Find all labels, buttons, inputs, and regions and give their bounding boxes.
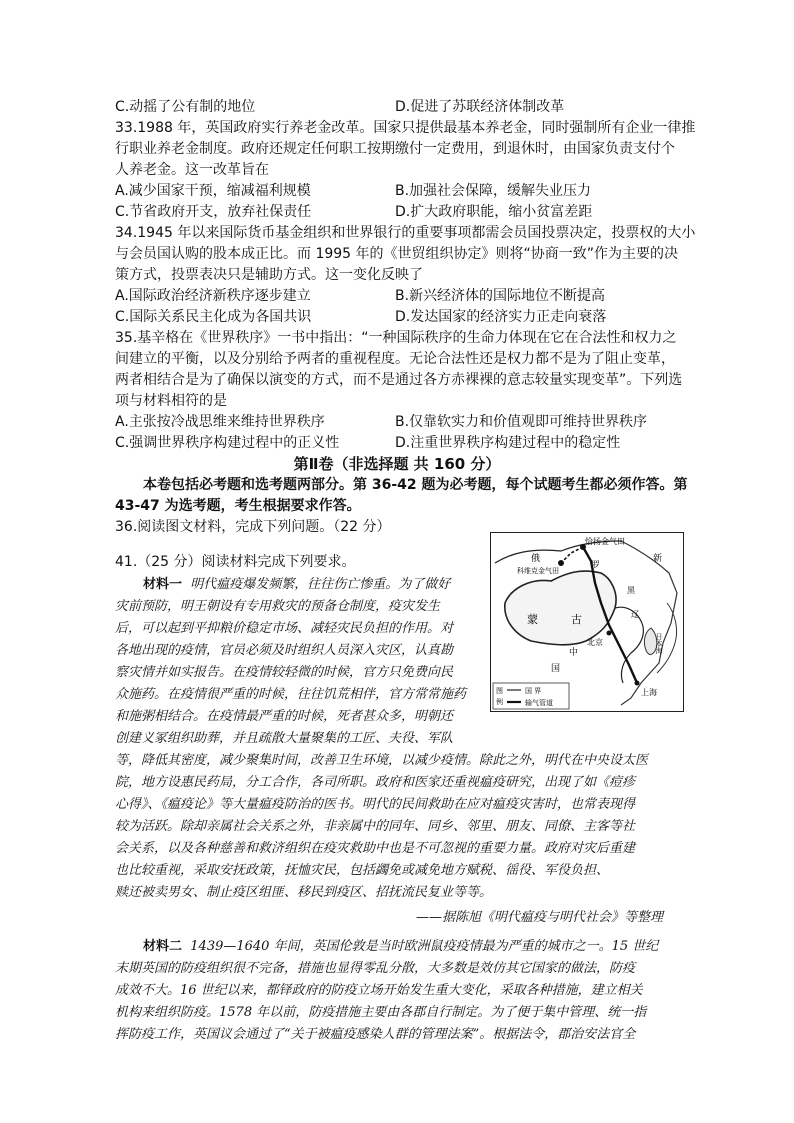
map-label-new: 新 xyxy=(653,554,663,564)
material1-line-8: 创建义冢组织助葬，并且疏散大量聚集的工匠、夫役、军队 xyxy=(115,731,454,746)
material1-line-7: 和施粥相结合。在疫情最严重的时候，死者甚众多，明朝还 xyxy=(115,709,454,724)
map-label-sea: 日本海 xyxy=(655,633,663,654)
q34-stem-3: 策方式，投票表决只是辅助方式。这一变化反映了 xyxy=(115,267,423,283)
map-label-mongolia-1: 蒙 xyxy=(527,613,538,626)
material1-line-2: 灾前预防，明王朝设有专用救灾的预备仓制度，疫灾发生 xyxy=(115,599,441,614)
section2-intro-1: 本卷包括必考题和选考题两部分。第 36-42 题为必考题，每个试题考生都必须作答。第 xyxy=(143,477,688,493)
material1-line-13: 会关系，以及各种慈善和救济组织在疫灾救助中也是不可忽视的重要力量。政府对灾后重建 xyxy=(115,841,636,856)
q33-stem-1: 33.1988 年，英国政府实行养老金改革。国家只提供最基本养老金，同时强制所有企业一律推 xyxy=(115,120,696,136)
shanghai-marker xyxy=(635,681,640,686)
q35-stem-2: 间建立的平衡，以及分别给予两者的重视程度。无论合法性还是权力都不是为了阻止变革， xyxy=(115,351,675,367)
gas-field-marker-kovykta xyxy=(558,560,564,566)
legend-title-1: 图 xyxy=(496,687,503,695)
legend-border-label: 国 界 xyxy=(525,687,542,695)
material2-label: 材料二 xyxy=(143,939,183,954)
map-label-heilongjiang: 黑 xyxy=(627,586,635,595)
legend-pipe-label: 输气管道 xyxy=(525,699,553,707)
legend-title-2: 例 xyxy=(496,698,503,706)
material2-line-4: 机构来组织防疫。1578 年以前，防疫措施主要由各郡自行制定。为了便于集中管理、统一指 xyxy=(115,1005,647,1020)
q32-option-d: D.促进了苏联经济体制改革 xyxy=(395,99,565,115)
map-label-top-field: 恰扬金气田 xyxy=(585,537,625,546)
q35-option-a: A.主张按冷战思维来维持世界秩序 xyxy=(115,414,325,430)
pipeline-map-figure xyxy=(490,532,684,712)
pipeline-map-svg xyxy=(491,533,683,711)
material1-line-10: 院，地方设惠民药局，分工合作，各司所职。政府和医家还重视瘟疫研究，出现了如《痘疹 xyxy=(115,775,636,790)
material1-line-11: 心得》、《瘟疫论》等大量瘟疫防治的医书。明代的民间救助在应对瘟疫灾害时，也常表现得 xyxy=(115,797,636,812)
q33-option-c: C.节省政府开支，放弃社保责任 xyxy=(115,204,312,220)
q41-stem: 41.（25 分）阅读材料完成下列要求。 xyxy=(115,554,356,570)
q36-stem: 36.阅读图文材料，完成下列问题。（22 分） xyxy=(115,519,391,535)
q34-stem-1: 34.1945 年以来国际货币基金组织和世界银行的重要事项都需会员国投票决定，投票权的大小 xyxy=(115,225,696,241)
map-label-shanghai: 上海 xyxy=(641,688,657,697)
material1-text-1: 明代瘟疫爆发频繁，往往伤亡惨重。为了做好 xyxy=(190,577,451,592)
map-label-china-2: 国 xyxy=(551,664,561,674)
coastline-east xyxy=(621,541,677,705)
q33-option-a: A.减少国家干预，缩减福利规模 xyxy=(115,183,311,199)
material2-line-2: 末期英国的防疫组织很不完备，措施也显得零乱分散，大多数是效仿其它国家的做法，防疫 xyxy=(115,961,636,976)
q35-option-c: C.强调世界秩序构建过程中的正义性 xyxy=(115,435,340,451)
q35-option-b: B.仅靠软实力和价值观即可维持世界秩序 xyxy=(395,414,648,430)
material2-text-1: 1439—1640 年间，英国伦敦是当时欧洲鼠疫疫情最为严重的城市之一。15 世纪 xyxy=(190,939,659,954)
q33-option-d: D.扩大政府职能，缩小贫富差距 xyxy=(395,204,593,220)
q35-option-d: D.注重世界秩序构建过程中的稳定性 xyxy=(395,435,621,451)
material1-line-5: 察灾情并如实报告。在疫情较轻微的时候，官方只免费向民 xyxy=(115,665,454,680)
material1-line-3: 后，可以起到平抑粮价稳定市场、减轻灾民负担的作用。对 xyxy=(115,621,454,636)
mongolia-border xyxy=(505,571,616,645)
q33-stem-3: 人养老金。这一改革旨在 xyxy=(115,162,269,178)
material1-line-14: 也比较重视，采取安抚政策，抚恤灾民，包括蠲免或减免地方赋税、徭役、军役负担、 xyxy=(115,863,610,878)
material1-line-1 xyxy=(143,574,450,595)
map-label-beijing: 北京 xyxy=(587,638,603,647)
material1-line-15: 赎还被卖男女、制止疫区组匪、移民到疫区、招抚流民复业等等。 xyxy=(115,885,493,900)
map-label-russia-2: 罗 xyxy=(591,561,601,571)
map-label-china-1: 中 xyxy=(569,648,579,658)
q34-option-c: C.国际关系民主化成为各国共识 xyxy=(115,309,312,325)
material1-line-4: 各地出现的疫情，官员必须及时组织人员深入灾区，认真勘 xyxy=(115,643,454,658)
beijing-marker xyxy=(607,631,612,636)
map-label-russia-1: 俄 xyxy=(531,554,541,564)
material2-line-3: 成效不大。16 世纪以来，都铎政府的防疫立场开始发生重大变化，采取各种措施，建立相关 xyxy=(115,983,643,998)
q34-option-a: A.国际政治经济新秩序逐步建立 xyxy=(115,288,311,304)
q34-option-d: D.发达国家的经济实力正走向衰落 xyxy=(395,309,607,325)
material1-source: ——据陈旭《明代瘟疫与明代社会》等整理 xyxy=(416,910,664,925)
q35-stem-3: 两者相结合是为了确保以演变的方式，而不是通过各方赤裸裸的意志较量实现变革”。下列选 xyxy=(115,372,683,388)
material1-line-9: 等，降低其密度，减少聚集时间，改善卫生环境，以减少疫情。除此之外，明代在中央设太医 xyxy=(115,753,649,768)
material1-line-6: 众施药。在疫情很严重的时候，往往饥荒相伴，官方常常施药 xyxy=(115,687,467,702)
map-label-liao: 辽 xyxy=(631,610,639,619)
q34-option-b: B.新兴经济体的国际地位不断提高 xyxy=(395,288,606,304)
q33-option-b: B.加强社会保障，缓解失业压力 xyxy=(395,183,592,199)
q35-stem-1: 35.基辛格在《世界秩序》一书中指出：“一种国际秩序的生命力体现在它在合法性和权力之 xyxy=(115,330,677,346)
q35-stem-4: 项与材料相符的是 xyxy=(115,393,227,409)
material2-line-5: 挥防疫工作，英国议会通过了“关于被瘟疫感染人群的管理法案”。根据法令，郡治安法官全 xyxy=(115,1027,636,1042)
section2-title: 第Ⅱ卷（非选择题 共 160 分） xyxy=(293,455,501,473)
q34-stem-2: 与会员国认购的股本成正比。而 1995 年的《世贸组织协定》则将“协商一致”作为主要的决 xyxy=(115,246,679,262)
material2-line-1 xyxy=(143,936,658,957)
material1-line-12: 较为活跃。除却亲属社会关系之外，非亲属中的同年、同乡、邻里、朋友、同僚、主客等社 xyxy=(115,819,636,834)
map-label-kovykta: 科维克金气田 xyxy=(517,567,559,575)
q32-option-c: C.动摇了公有制的地位 xyxy=(115,99,256,115)
map-label-mongolia-2: 古 xyxy=(571,613,582,626)
material1-label: 材料一 xyxy=(143,577,183,592)
section2-intro-2: 43-47 为选考题，考生根据要求作答。 xyxy=(115,498,361,514)
q33-stem-2: 行职业养老金制度。政府还规定任何职工按期缴付一定费用，到退休时，由国家负责支付个 xyxy=(115,141,675,157)
